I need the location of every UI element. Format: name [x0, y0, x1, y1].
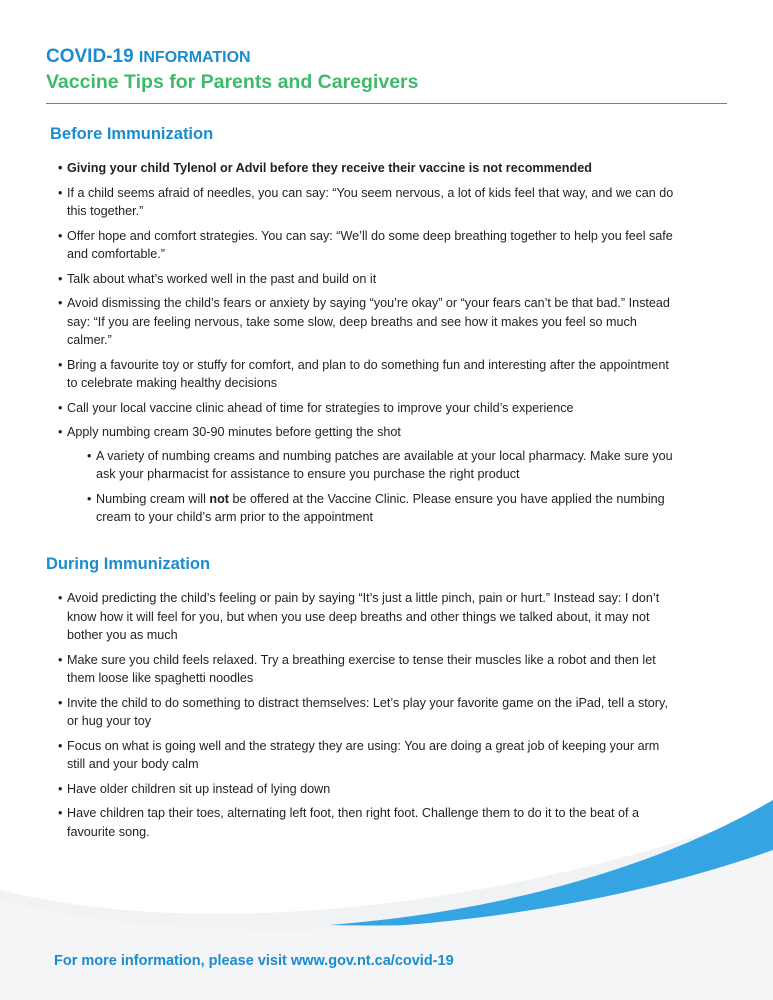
list-item-numbing [58, 423, 678, 527]
sub-list-item [87, 490, 678, 527]
sub-item-text: be offered at the Vaccine Clinic. Please ensure you have applied the numbing cream to your child’s arm prior to the appointment [96, 491, 665, 524]
list-item: • If a child seems afraid of needles, you can say: “You seem nervous, a lot of kids feel that way, and we can do this together.” [58, 184, 678, 221]
title-suffix: INFORMATION [138, 49, 251, 66]
list-item: • Invite the child to do something to distract themselves: Let’s play your favorite game on the iPad, tell a story, or hug your toy [58, 694, 678, 731]
document-subtitle: Vaccine Tips for Parents and Caregivers [46, 71, 419, 93]
list-item: • Have older children sit up instead of lying down [58, 780, 678, 799]
list-item: • Bring a favourite toy or stuffy for comfort, and plan to do something fun and interesting after the appointment to celebrate making healthy decisions [58, 356, 678, 393]
footer-info-link[interactable]: For more information, please visit www.gov.nt.ca/covid-19 [54, 953, 454, 969]
list-item: • Avoid predicting the child’s feeling or pain by saying “It’s just a little pinch, pain or hurt.” Instead say: I don’t know how it will feel for you, but when you use deep breaths and other things we talked about, it may not bother you as much [58, 589, 678, 645]
list-item: • Avoid dismissing the child’s fears or anxiety by saying “you’re okay” or “your fears can’t be that bad.” Instead say: “If you are feeling nervous, take some slow, deep breaths and see how it makes you feel so much calmer.” [58, 294, 678, 350]
section-title-before: Before Immunization [50, 125, 214, 143]
document-header [46, 46, 418, 94]
list-item: • Offer hope and comfort strategies. You can say: “We’ll do some deep breathing together to help you feel safe and comfortable.” [58, 227, 678, 264]
sub-list [87, 447, 678, 527]
list-item: • Focus on what is going well and the strategy they are using: You are doing a great job of keeping your arm still and your body calm [58, 737, 678, 774]
document-title [46, 46, 418, 69]
sub-item-text: Numbing cream will [96, 491, 210, 506]
sub-list-item: • A variety of numbing creams and numbing patches are available at your local pharmacy. Make sure you ask your pharmacist for assistance to ensure you purchase the right product [87, 447, 678, 484]
title-main: COVID-19 [46, 46, 134, 67]
list-item: • Have children tap their toes, alternating left foot, then right foot. Challenge them to do it to the beat of a favourite song. [58, 804, 678, 841]
section-title-during: During Immunization [46, 555, 211, 573]
list-item: • Talk about what’s worked well in the past and build on it [58, 270, 678, 289]
emphasis-not: not [209, 491, 229, 506]
header-divider [46, 103, 727, 104]
list-item: • Call your local vaccine clinic ahead of time for strategies to improve your child’s experience [58, 399, 678, 418]
before-list [58, 159, 678, 533]
list-item-text: Apply numbing cream 30-90 minutes before getting the shot [67, 425, 401, 439]
list-item: • Giving your child Tylenol or Advil before they receive their vaccine is not recommended [58, 159, 678, 178]
list-item: • Make sure you child feels relaxed. Try a breathing exercise to tense their muscles like a robot and then let them loose like spaghetti noodles [58, 651, 678, 688]
